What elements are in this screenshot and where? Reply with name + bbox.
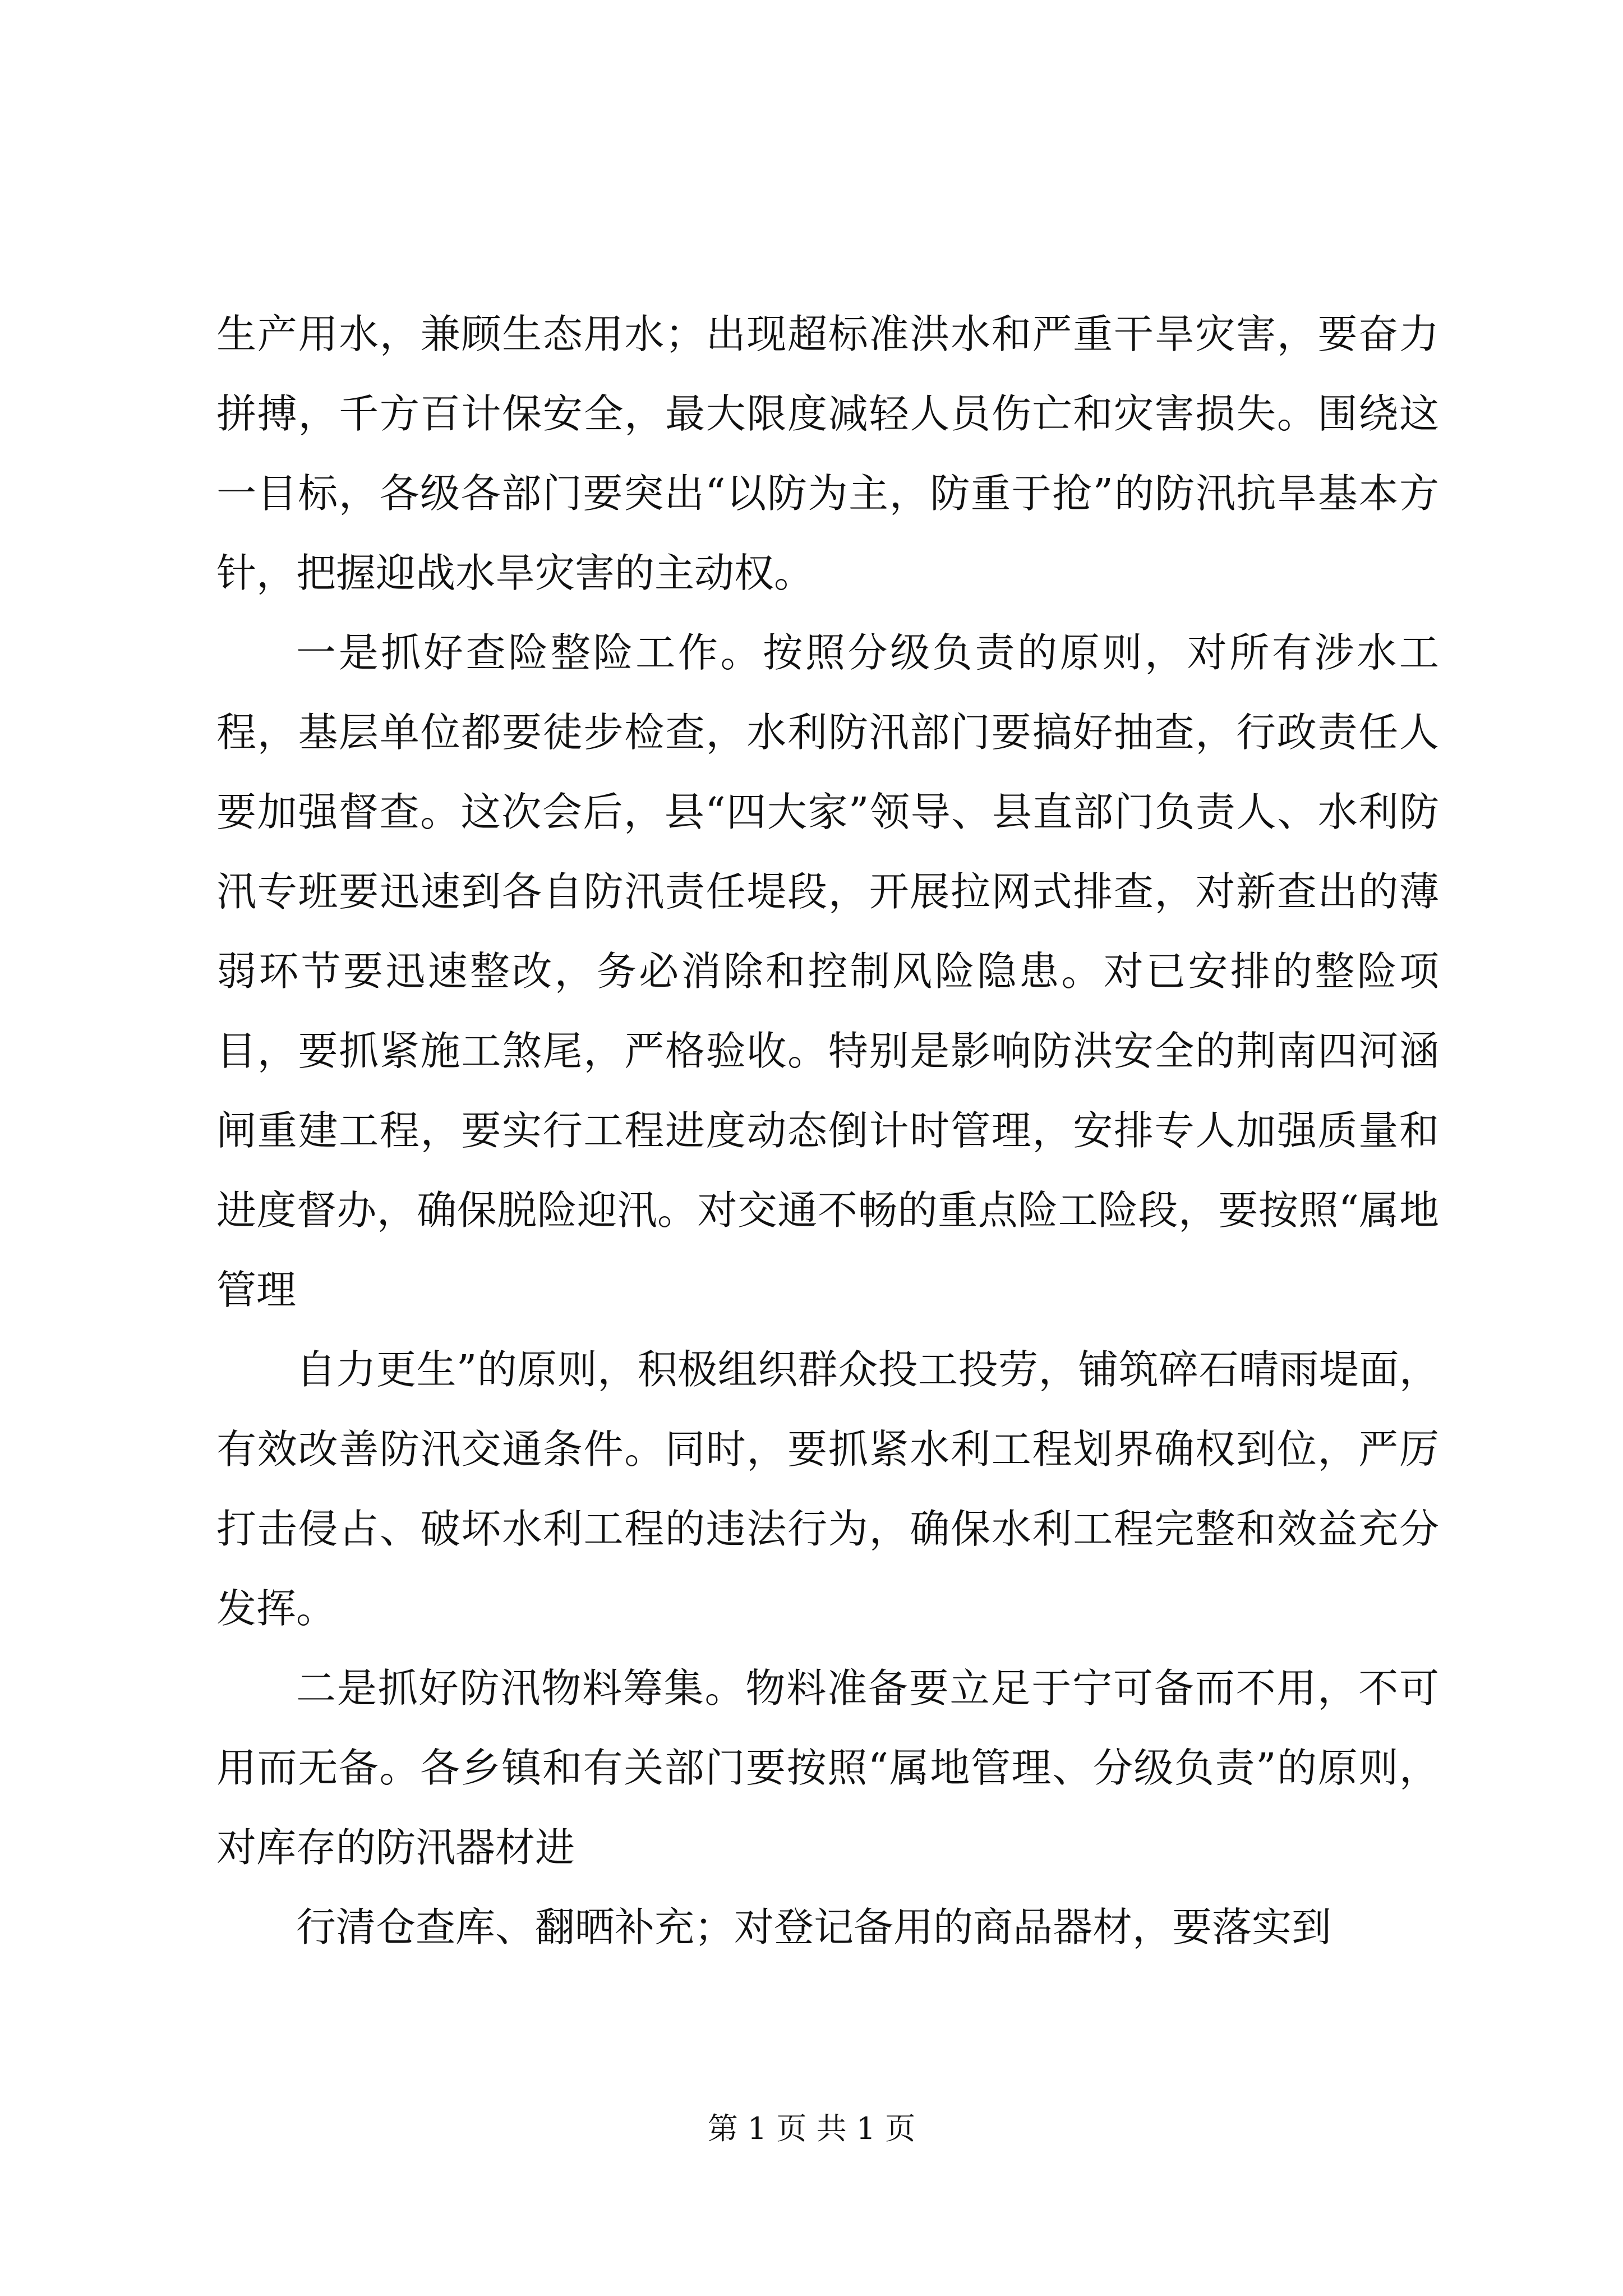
paragraph-5: 行清仓查库、翻晒补充；对登记备用的商品器材，要落实到 [296, 1904, 1332, 1950]
paragraph-4: 二是抓好防汛物料筹集。物料准备要立足于宁可备而不用，不可用而无备。各乡镇和有关部门要按照“属地管理、分级负责”的原则，对库存的防汛器材进 [216, 1665, 1439, 1871]
paragraph-1: 生产用水，兼顾生态用水；出现超标准洪水和严重干旱灾害，要奋力拼搏，千方百计保安全，最大限度减轻人员伤亡和灾害损失。围绕这一目标，各级各部门要突出“以防为主，防重于抢”的防汛抗旱基本方针，把握迎战水旱灾害的主动权。 [216, 311, 1439, 596]
paragraph-3: 自力更生”的原则，积极组织群众投工投劳，铺筑碎石晴雨堤面，有效改善防汛交通条件。同时，要抓紧水利工程划界确权到位，严厉打击侵占、破坏水利工程的违法行为，确保水利工程完整和效益充分发挥。 [216, 1346, 1439, 1632]
document-body [216, 295, 1439, 1967]
paragraph-2: 一是抓好查险整险工作。按照分级负责的原则，对所有涉水工程，基层单位都要徒步检查，水利防汛部门要搞好抽查，行政责任人要加强督查。这次会后，县“四大家”领导、县直部门负责人、水利防汛专班要迅速到各自防汛责任堤段，开展拉网式排查，对新查出的薄弱环节要迅速整改，务必消除和控制风险隐患。对已安排的整险项目，要抓紧施工煞尾，严格验收。特别是影响防洪安全的荆南四河涵闸重建工程，要实行工程进度动态倒计时管理，安排专人加强质量和进度督办，确保脱险迎汛。对交通不畅的重点险工险段，要按照“属地管理 [216, 629, 1439, 1313]
page-footer: 第 1 页 共 1 页 [707, 2111, 916, 2146]
